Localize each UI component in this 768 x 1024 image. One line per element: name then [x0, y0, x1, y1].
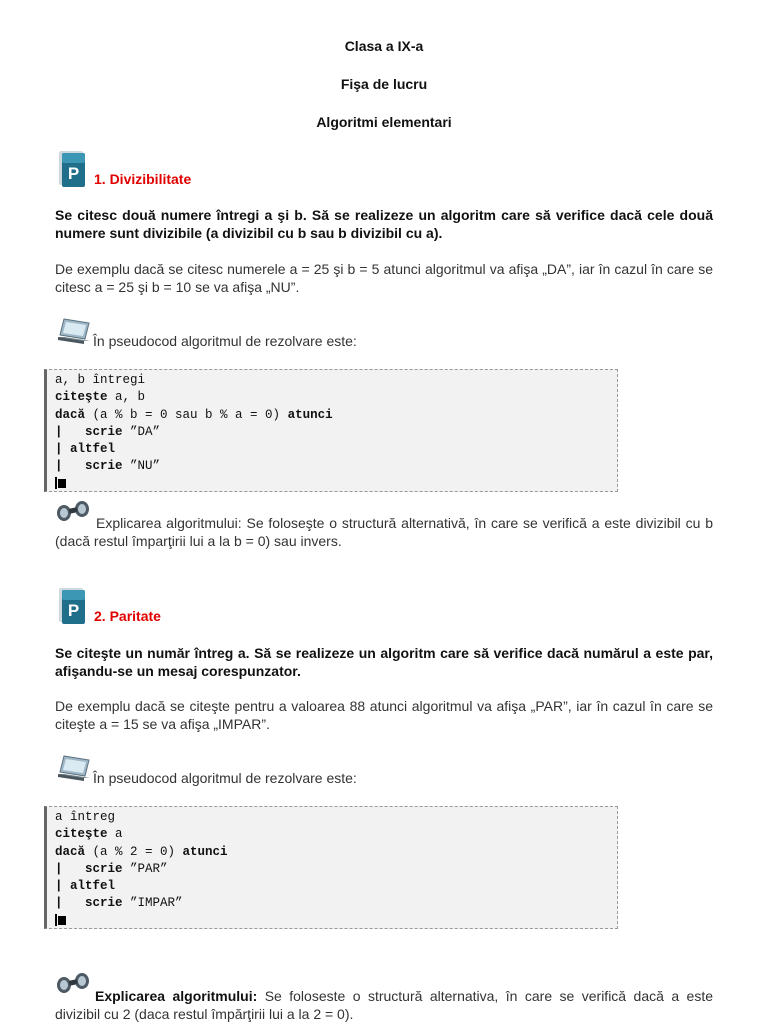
pseudocode-block — [44, 369, 618, 492]
laptop-icon — [56, 317, 92, 347]
code-line: | altfel — [55, 879, 116, 894]
example-paragraph: De exemplu dacă se citeşte pentru a valoarea 88 atunci algoritmul va afişa „PAR”, iar în cazul în care se citeşte a = 15 se va afişa „IMPAR”. — [55, 698, 713, 732]
code-line: dacă (a % b = 0 sau b % a = 0) atunci — [55, 407, 333, 422]
laptop-icon — [56, 754, 92, 784]
code-line: | scrie ”DA” — [55, 424, 161, 439]
pseudocode-intro: În pseudocod algoritmul de rezolvare este: — [93, 770, 357, 786]
code-line: a întreg — [55, 810, 116, 824]
code-end-marker — [55, 476, 609, 493]
code-line: | scrie ”PAR” — [55, 861, 168, 876]
problem-statement: Se citesc două numere întregi a şi b. Să se realizeze un algoritm care să verifice dacă cele două numere sunt divizibile (a divizibil cu b sau b divizibil cu a). — [55, 207, 713, 241]
code-line: | scrie ”IMPAR” — [55, 896, 183, 911]
p-document-icon — [57, 586, 87, 626]
code-line: dacă (a % 2 = 0) atunci — [55, 844, 228, 859]
svg-text:P: P — [67, 601, 80, 620]
section-title-divizibilitate: 1. Divizibilitate — [94, 171, 192, 187]
problem-statement: Se citeşte un număr întreg a. Să se realizeze un algoritm care să verifice dacă numărul a este par, afişandu-se un mesaj corespunzator. — [55, 645, 713, 679]
svg-text:P: P — [67, 164, 80, 183]
code-line: | scrie ”NU” — [55, 459, 161, 474]
explanation-label: Explicarea algoritmului: — [95, 988, 258, 1004]
code-line: citeşte a, b — [55, 390, 146, 405]
page-title: Clasa a IX-a — [344, 38, 424, 54]
section-title-paritate: 2. Paritate — [94, 608, 161, 624]
code-line: a, b întregi — [55, 373, 146, 387]
code-line: citeşte a — [55, 827, 123, 842]
explanation-paragraph — [55, 987, 713, 1023]
worksheet-subtitle: Fişa de lucru — [340, 76, 428, 92]
explanation-text: Se foloseste o structură alternativa, în care se verifică dacă a este divizibil cu 2 (daca restul împărţirii lui a la 2 = 0). — [55, 988, 714, 1022]
pseudocode-intro: În pseudocod algoritmul de rezolvare este: — [93, 333, 357, 349]
pseudocode-block — [44, 806, 618, 929]
p-document-icon — [57, 149, 87, 189]
explanation-paragraph: Explicarea algoritmului: Se foloseşte o structură alternativă, în care se verifică a este divizibil cu b (dacă restul împarţirii lui a la b = 0) sau invers. — [55, 515, 713, 549]
code-end-marker — [55, 913, 609, 930]
topic-title: Algoritmi elementari — [316, 114, 452, 130]
code-line: | altfel — [55, 442, 116, 457]
example-paragraph: De exemplu dacă se citesc numerele a = 25 şi b = 5 atunci algoritmul va afişa „DA”, iar în cazul în care se citesc a = 25 şi b = 10 se va afişa „NU”. — [55, 261, 713, 295]
